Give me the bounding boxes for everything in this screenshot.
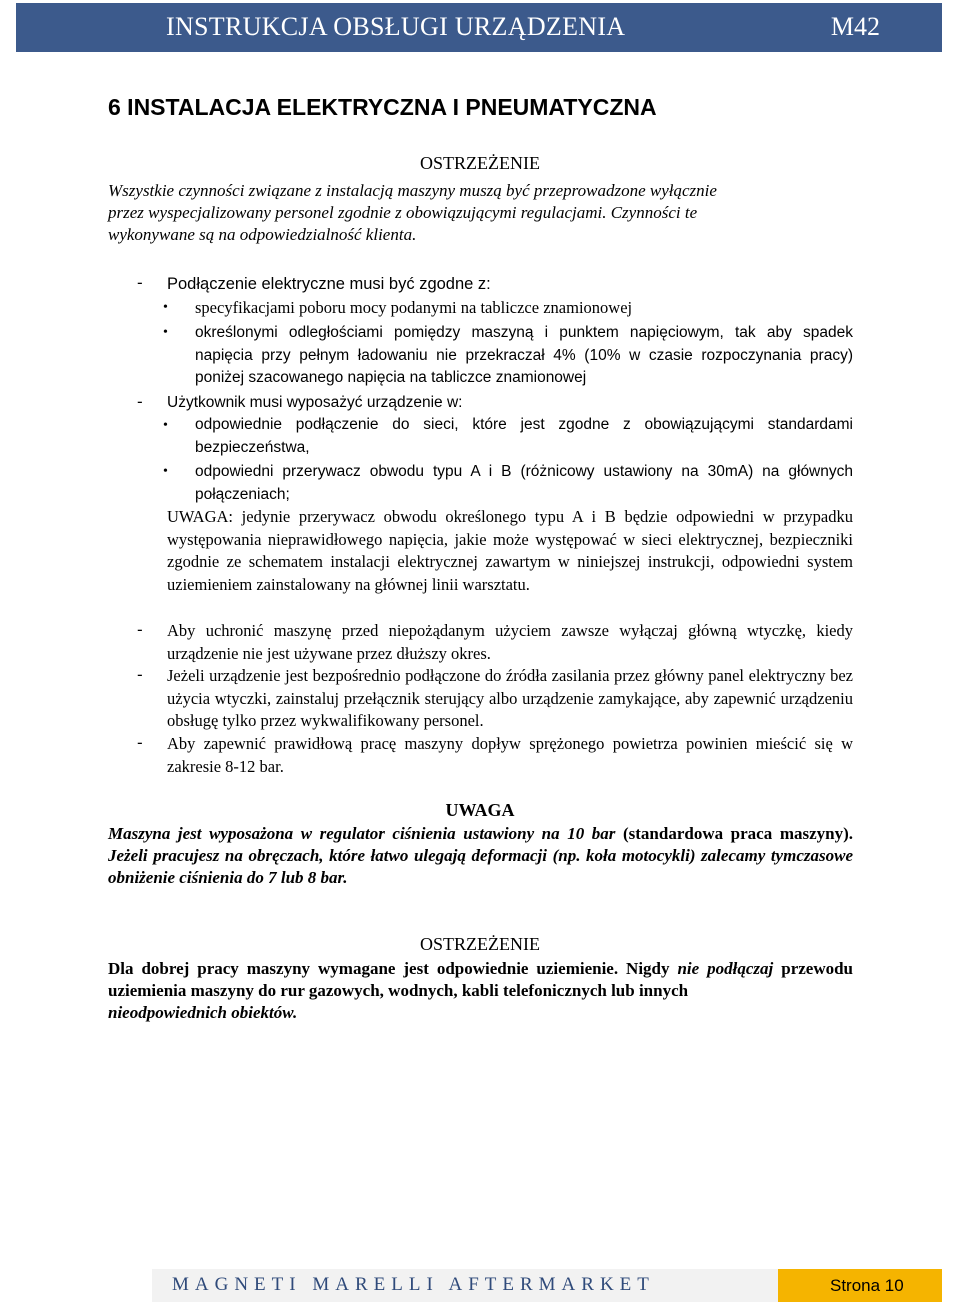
warning-bold: przewodu uziemienia maszyny do rur gazowych, wodnych, kabli telefonicznych lub innych: [108, 959, 854, 1000]
warning-italic: nie podłączaj: [677, 959, 774, 978]
list-dash: -: [137, 733, 143, 752]
section-heading: 6 INSTALACJA ELEKTRYCZNA I PNEUMATYCZNA: [108, 94, 657, 120]
note-text: UWAGA: jedynie przerywacz obwodu określonego typu A i B będzie odpowiedni w przypadku występowania nieprawidłowego napięcia, jakie może występować w sieci elektrycznej, bezpieczniki zgodnie ze schematem instalacji elektrycznej zawartym w niniejszej instrukcji, odpowiedni system uziemieniem zainstalowany na głównej linii warsztatu.: [167, 507, 853, 594]
note-title: UWAGA: [445, 800, 515, 820]
warning-line: przez wyspecjalizowany personel zgodnie z obowiązującymi regulacjami. Czynności te: [108, 203, 698, 222]
bullet-icon: •: [163, 300, 168, 315]
footer-brand: [152, 1269, 778, 1302]
list-item: Użytkownik musi wyposażyć urządzenie w:: [167, 394, 463, 411]
note-body: [108, 823, 853, 889]
bullet-icon: •: [163, 418, 168, 433]
warning-title: OSTRZEŻENIE: [420, 934, 540, 954]
warning-line: wykonywane są na odpowiedzialność klienta.: [108, 225, 417, 244]
list-item: Podłączenie elektryczne musi być zgodne z:: [167, 275, 491, 293]
manual-title: INSTRUKCJA OBSŁUGI URZĄDZENIA: [166, 12, 626, 41]
page-number: Strona 10: [830, 1276, 904, 1295]
list-dash: -: [137, 620, 143, 639]
list-item: Jeżeli urządzenie jest bezpośrednio podłączone do źródła zasilania przez główny panel elektryczny bez użycia wtyczki, zainstaluj przełącznik sterujący albo urządzenie zamykające, aby zapewnić urządzeniu obsługę tylko przez wykwalifikowany personel.: [167, 666, 853, 730]
list-dash: -: [137, 392, 143, 411]
list-dash: -: [137, 665, 143, 684]
list-dash: -: [137, 273, 143, 292]
note-bold: (standardowa praca: [615, 824, 773, 843]
footer-brand-text: MAGNETI MARELLI AFTERMARKET: [172, 1274, 655, 1295]
list-item: Aby zapewnić prawidłową pracę maszyny dopływ sprężonego powietrza powinien mieścić się w zakresie 8-12 bar.: [167, 734, 853, 776]
model-number: M42: [830, 12, 880, 41]
footer-page: [778, 1269, 942, 1302]
warning-text: [108, 180, 853, 246]
warning-body: [108, 958, 853, 1024]
warning-title: OSTRZEŻENIE: [420, 153, 540, 173]
list-subitem: odpowiednie podłączenie do sieci, które jest zgodne z obowiązującymi standardami bezpieczeństwa,: [195, 416, 853, 456]
list-subitem: specyfikacjami poboru mocy podanymi na tabliczce znamionowej: [195, 298, 633, 317]
warning-italic: nieodpowiednich obiektów.: [108, 1003, 298, 1022]
note-italic: Jeżeli pracujesz na obręczach, które łatwo ulegają deformacji (np. koła motocykli) zalecamy tymczasowe obniżenie ciśnienia do 7 lub 8 bar.: [108, 846, 853, 887]
page-header: [16, 3, 942, 52]
list-subitem: określonymi odległościami pomiędzy maszyną i punktem napięciowym, tak aby spadek napięcia przy pełnym ładowaniu nie przekraczał 4% (10% w czasie rozpoczynania pracy) poniżej szacowanego napięcia na tabliczce znamionowej: [195, 324, 853, 386]
bullet-icon: •: [163, 464, 168, 479]
warning-bold: Dla dobrej pracy maszyny wymagane jest odpowiednie uziemienie. Nigdy: [108, 959, 678, 978]
note-italic: Maszyna jest wyposażona w regulator ciśnienia ustawiony na 10 bar: [108, 824, 616, 843]
list-item: Aby uchronić maszynę przed niepożądanym użyciem zawsze wyłączaj główną wtyczkę, kiedy urządzenie nie jest używane przez dłuższy okres.: [167, 621, 853, 663]
bullet-icon: •: [163, 325, 168, 340]
warning-line: Wszystkie czynności związane z instalacją maszyny muszą być przeprowadzone wyłącznie: [108, 181, 717, 200]
note-bold: maszyny).: [779, 824, 854, 843]
list-subitem: odpowiedni przerywacz obwodu typu A i B (różnicowy ustawiony na 30mA) na głównych połączeniach;: [195, 463, 853, 503]
